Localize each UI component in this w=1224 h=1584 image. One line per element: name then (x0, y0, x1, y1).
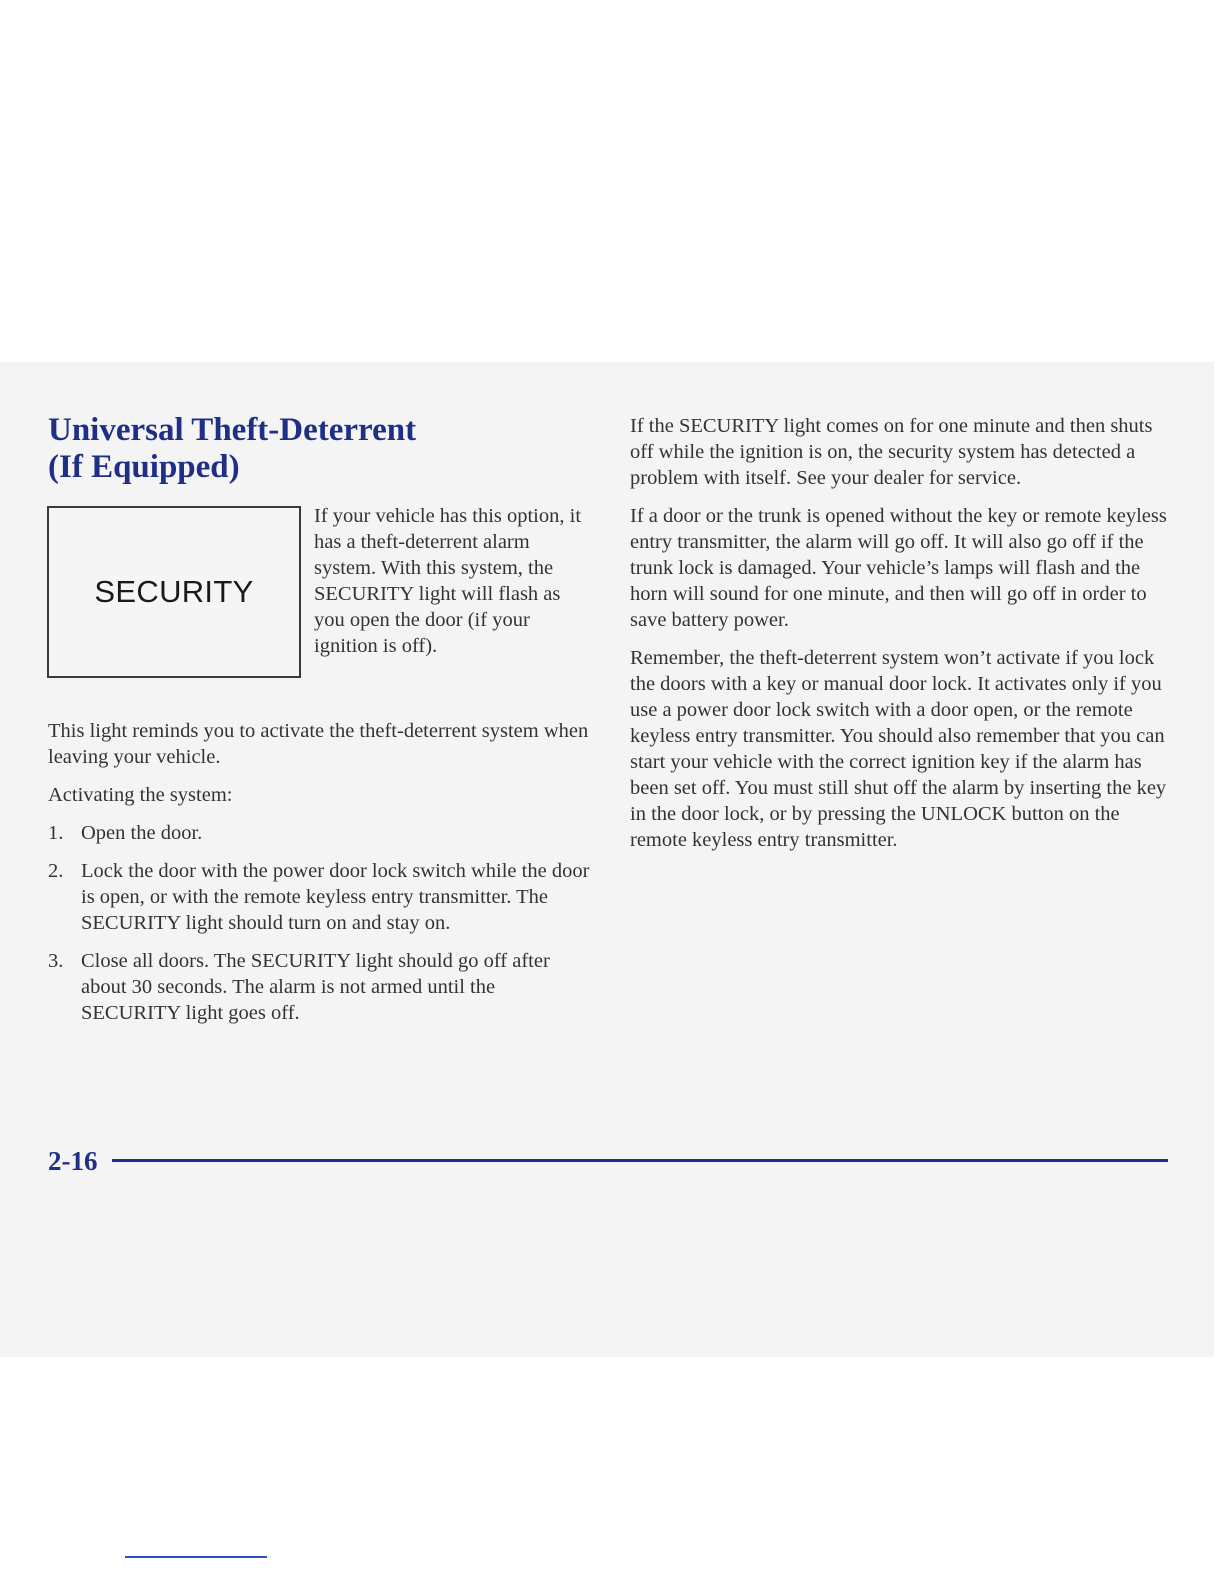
activation-steps (48, 820, 596, 1026)
list-item (48, 820, 596, 846)
step-number: 2. (48, 860, 64, 882)
left-column (48, 718, 596, 1038)
list-item (48, 948, 596, 1026)
heading-line-1: Universal Theft-Deterrent (48, 412, 417, 448)
activating-label: Activating the system: (48, 784, 233, 806)
step-number: 1. (48, 822, 64, 844)
step-text: Open the door. (81, 822, 203, 844)
paragraph: If the SECURITY light comes on for one minute and then shuts off while the ignition is on, the security system has detected a problem with itself. See your dealer for service. (630, 415, 1153, 489)
footer-divider (112, 1159, 1168, 1162)
right-column (630, 413, 1170, 865)
security-indicator-illustration (47, 506, 301, 678)
step-text: Close all doors. The SECURITY light should go off after about 30 seconds. The alarm is not armed until the SECURITY light goes off. (81, 950, 550, 1024)
reminder-paragraph: This light reminds you to activate the theft-deterrent system when leaving your vehicle. (48, 720, 589, 768)
section-heading (48, 412, 588, 486)
step-text: Lock the door with the power door lock switch while the door is open, or with the remote keyless entry transmitter. The SECURITY light should turn on and stay on. (81, 860, 590, 934)
paragraph: If a door or the trunk is opened without the key or remote keyless entry transmitter, the alarm will go off. It will also go off if the trunk lock is damaged. Your vehicle’s lamps will flash and the horn will sound for one minute, and then will go off in order to save battery power. (630, 505, 1167, 631)
page-number: 2-16 (48, 1146, 98, 1176)
intro-paragraph: If your vehicle has this option, it has a theft-deterrent alarm system. With this system, the SECURITY light will flash as you open the door (if your ignition is off). (314, 505, 582, 657)
heading-line-2: (If Equipped) (48, 449, 240, 485)
bottom-divider (125, 1556, 267, 1558)
paragraph: Remember, the theft-deterrent system won’t activate if you lock the doors with a key or manual door lock. It activates only if you use a power door lock switch with a door open, or the remote keyless entry transmitter. You should also remember that you can start your vehicle with the correct ignition key if the alarm has been set off. You must still shut off the alarm by inserting the key in the door lock, or by pressing the UNLOCK button on the remote keyless entry transmitter. (630, 647, 1167, 851)
security-indicator-label: SECURITY (94, 574, 254, 609)
step-number: 3. (48, 950, 64, 972)
list-item (48, 858, 596, 936)
